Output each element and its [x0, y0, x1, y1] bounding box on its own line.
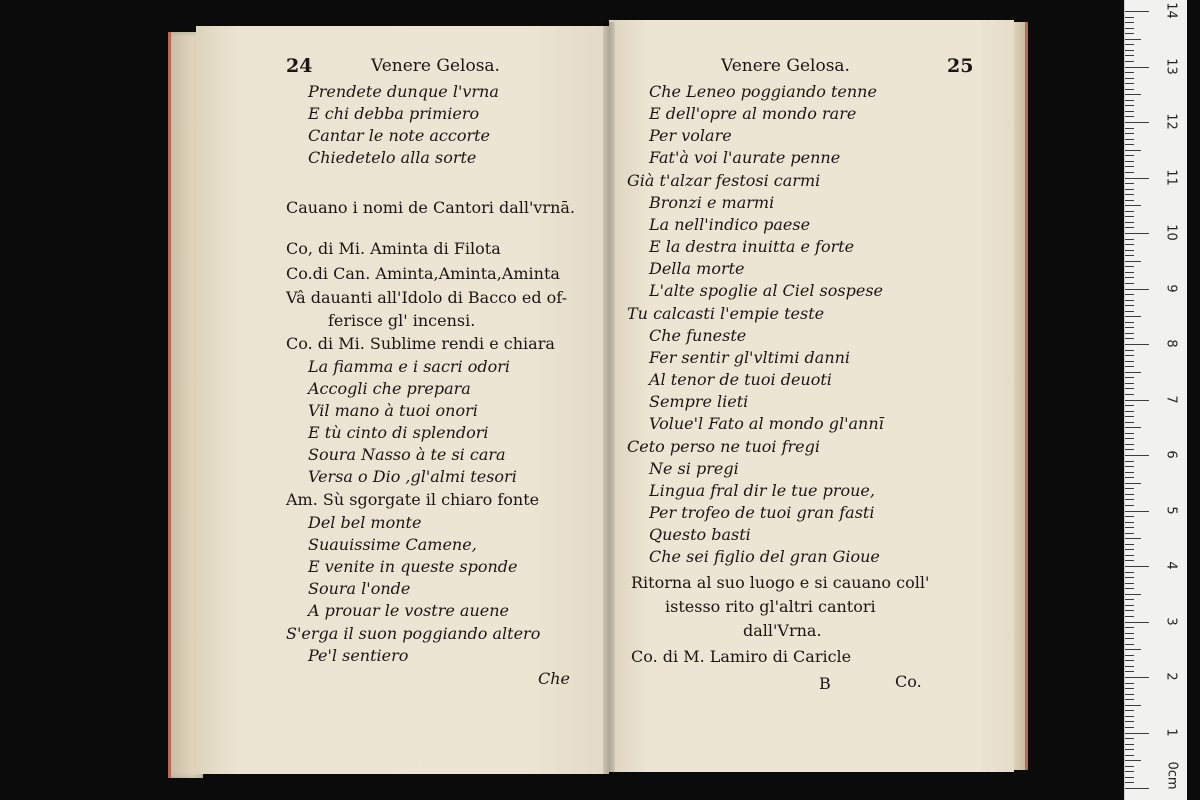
ruler-tick: [1125, 338, 1134, 339]
ruler-tick: [1125, 44, 1134, 45]
ruler-tick: [1125, 416, 1134, 417]
left-line: Vil mano à tuoi onori: [308, 401, 478, 420]
ruler-tick: [1125, 422, 1134, 423]
ruler-label: 10: [1163, 224, 1179, 241]
right-page-number: 25: [947, 55, 974, 77]
ruler-tick: [1125, 782, 1134, 783]
ruler-tick: [1125, 255, 1134, 256]
left-line: Am. Sù sgorgate il chiaro fonte: [286, 490, 540, 509]
right-line: Volue'l Fato al mondo gl'annī: [649, 414, 884, 433]
ruler-label: 9: [1163, 283, 1179, 293]
right-line: Co. di M. Lamiro di Caricle: [631, 647, 852, 666]
ruler-tick: [1125, 738, 1134, 739]
left-line: E venite in queste sponde: [308, 557, 518, 576]
ruler-tick: [1125, 100, 1134, 101]
ruler-tick: [1125, 205, 1141, 206]
ruler-tick: [1125, 560, 1134, 561]
open-book: [168, 18, 1028, 780]
ruler-tick: [1125, 194, 1134, 195]
ruler-label: 12: [1163, 113, 1179, 130]
right-line: Ne si pregi: [649, 459, 739, 478]
ruler-tick: [1125, 771, 1134, 772]
right-line: E la destra inuitta e forte: [649, 237, 855, 256]
ruler-tick: [1125, 411, 1134, 412]
ruler-tick: [1125, 139, 1134, 140]
left-line: Soura l'onde: [308, 579, 411, 598]
left-line: Co.di Can. Aminta,Aminta,Aminta: [286, 264, 560, 283]
right-line: Lingua fral dir le tue proue,: [649, 481, 875, 500]
ruler-tick: [1125, 477, 1134, 478]
ruler-tick: [1125, 427, 1141, 428]
left-line: A prouar le vostre auene: [308, 601, 510, 620]
left-line: Soura Nasso à te si cara: [308, 445, 506, 464]
right-line: L'alte spoglie al Ciel sospese: [649, 281, 883, 300]
right-page: [609, 20, 1014, 772]
ruler-tick: [1125, 627, 1134, 628]
ruler-tick: [1125, 300, 1134, 301]
ruler-tick: [1125, 211, 1134, 212]
ruler-tick: [1125, 244, 1134, 245]
ruler-tick: [1125, 566, 1149, 567]
ruler-tick: [1125, 89, 1134, 90]
signature-mark: B: [819, 674, 831, 693]
ruler-tick: [1125, 449, 1134, 450]
left-line: E tù cinto di splendori: [308, 423, 489, 442]
right-line: Fer sentir gl'vltimi danni: [649, 348, 851, 367]
ruler-tick: [1125, 622, 1149, 623]
left-stage-direction: Vâ dauanti all'Idolo di Bacco ed of-: [286, 288, 568, 307]
ruler-tick: [1125, 544, 1134, 545]
ruler-tick: [1125, 744, 1134, 745]
ruler-tick: [1125, 749, 1134, 750]
ruler-tick: [1125, 372, 1141, 373]
ruler-tick: [1125, 616, 1134, 617]
ruler-tick: [1125, 638, 1134, 639]
left-line: Accogli che prepara: [308, 379, 471, 398]
ruler-tick: [1125, 72, 1134, 73]
ruler-tick: [1125, 61, 1134, 62]
ruler-tick: [1125, 433, 1134, 434]
ruler-tick: [1125, 189, 1134, 190]
left-page-number: 24: [286, 55, 313, 77]
ruler-tick: [1125, 455, 1149, 456]
ruler-tick: [1125, 144, 1134, 145]
ruler-tick: [1125, 11, 1149, 12]
ruler-tick: [1125, 472, 1134, 473]
ruler-tick: [1125, 227, 1134, 228]
ruler-tick: [1125, 172, 1134, 173]
ruler-tick: [1125, 216, 1134, 217]
right-line: La nell'indico paese: [649, 215, 811, 234]
ruler-tick: [1125, 266, 1134, 267]
right-line: Che Leneo poggiando tenne: [649, 82, 877, 101]
ruler-tick: [1125, 128, 1134, 129]
ruler-tick: [1125, 488, 1134, 489]
ruler-tick: [1125, 499, 1134, 500]
ruler-tick: [1125, 277, 1134, 278]
ruler-label: 11: [1163, 168, 1179, 186]
left-stage-direction: Cauano i nomi de Cantori dall'vrnā.: [286, 198, 575, 217]
ruler-tick: [1125, 178, 1149, 179]
ruler-tick: [1125, 511, 1149, 512]
left-catchword: Che: [538, 669, 571, 688]
left-line: Versa o Dio ,gl'almi tesori: [308, 467, 517, 486]
ruler-label: 6: [1163, 450, 1179, 459]
ruler-tick: [1125, 516, 1134, 517]
ruler-tick: [1125, 583, 1134, 584]
right-line: Fat'à voi l'aurate penne: [649, 148, 841, 167]
left-line: Co. di Mi. Sublime rendi e chiara: [286, 334, 555, 353]
ruler-tick: [1125, 405, 1134, 406]
ruler-label: 4: [1163, 561, 1179, 570]
ruler-tick: [1125, 699, 1134, 700]
ruler-tick: [1125, 649, 1141, 650]
ruler-tick: [1125, 150, 1141, 151]
ruler-tick: [1125, 394, 1134, 395]
right-line: Al tenor de tuoi deuoti: [649, 370, 832, 389]
ruler-tick: [1125, 155, 1134, 156]
ruler-tick: [1125, 610, 1134, 611]
ruler-tick: [1125, 671, 1134, 672]
left-line: Prendete dunque l'vrna: [308, 82, 499, 101]
ruler-tick: [1125, 55, 1134, 56]
ruler-tick: [1125, 666, 1134, 667]
ruler-tick: [1125, 83, 1134, 84]
ruler-tick: [1125, 461, 1134, 462]
right-line: Già t'alzar festosi carmi: [627, 171, 821, 190]
ruler-tick: [1125, 355, 1134, 356]
ruler-tick: [1125, 660, 1134, 661]
ruler-tick: [1125, 333, 1134, 334]
ruler-label: 2: [1163, 672, 1179, 681]
left-line: La fiamma e i sacri odori: [308, 357, 511, 376]
right-line: E dell'opre al mondo rare: [649, 104, 857, 123]
ruler-tick: [1125, 677, 1149, 678]
ruler-tick: [1125, 50, 1134, 51]
left-line: Pe'l sentiero: [308, 646, 409, 665]
ruler-tick: [1125, 466, 1134, 467]
ruler-tick: [1125, 644, 1134, 645]
ruler-tick: [1125, 311, 1134, 312]
ruler-tick: [1125, 760, 1141, 761]
right-line: Che funeste: [649, 326, 747, 345]
ruler-tick: [1125, 755, 1134, 756]
right-stage-direction: Ritorna al suo luogo e si cauano coll': [631, 573, 930, 592]
ruler-tick: [1125, 344, 1149, 345]
ruler-label: 14: [1163, 2, 1179, 19]
ruler-tick: [1125, 233, 1149, 234]
ruler-tick: [1125, 777, 1134, 778]
ruler-tick: [1125, 705, 1141, 706]
right-line: Per trofeo de tuoi gran fasti: [649, 503, 875, 522]
ruler-tick: [1125, 322, 1134, 323]
ruler-label: 8: [1163, 339, 1179, 348]
left-line: Chiedetelo alla sorte: [308, 148, 477, 167]
ruler-tick: [1125, 533, 1134, 534]
ruler-tick: [1125, 522, 1134, 523]
right-line: Ceto perso ne tuoi fregi: [627, 437, 820, 456]
right-line: Sempre lieti: [649, 392, 749, 411]
ruler-tick: [1125, 721, 1134, 722]
right-line: Che sei figlio del gran Gioue: [649, 547, 880, 566]
measuring-ruler: [1124, 0, 1187, 800]
ruler-tick: [1125, 350, 1134, 351]
ruler-tick: [1125, 444, 1134, 445]
ruler-tick: [1125, 400, 1149, 401]
left-line: Suauissime Camene,: [308, 535, 477, 554]
ruler-tick: [1125, 250, 1134, 251]
ruler-tick: [1125, 710, 1134, 711]
ruler-label: 3: [1163, 616, 1179, 626]
ruler-label: 7: [1163, 394, 1179, 404]
ruler-tick: [1125, 633, 1134, 634]
ruler-tick: [1125, 28, 1134, 29]
ruler-tick: [1125, 161, 1134, 162]
ruler-tick: [1125, 688, 1134, 689]
ruler-tick: [1125, 111, 1134, 112]
ruler-tick: [1125, 133, 1134, 134]
ruler-tick: [1125, 538, 1141, 539]
right-line: Questo basti: [649, 525, 751, 544]
ruler-tick: [1125, 377, 1134, 378]
ruler-tick: [1125, 261, 1141, 262]
left-line: E chi debba primiero: [308, 104, 480, 123]
ruler-tick: [1125, 549, 1134, 550]
ruler-tick: [1125, 22, 1134, 23]
ruler-tick: [1125, 239, 1134, 240]
ruler-tick: [1125, 683, 1134, 684]
ruler-tick: [1125, 294, 1134, 295]
ruler-tick: [1125, 505, 1134, 506]
ruler-tick: [1125, 438, 1134, 439]
ruler-tick: [1125, 272, 1134, 273]
right-stage-direction: istesso rito gl'altri cantori: [665, 597, 876, 616]
ruler-tick: [1125, 555, 1134, 556]
ruler-tick: [1125, 727, 1134, 728]
ruler-tick: [1125, 116, 1134, 117]
ruler-tick: [1125, 388, 1134, 389]
ruler-tick: [1125, 383, 1134, 384]
ruler-tick: [1125, 577, 1134, 578]
right-line: Bronzi e marmi: [649, 193, 775, 212]
ruler-tick: [1125, 316, 1141, 317]
right-line: Tu calcasti l'empie teste: [627, 304, 825, 323]
left-running-head: Venere Gelosa.: [371, 56, 500, 76]
ruler-tick: [1125, 289, 1149, 290]
ruler-tick: [1125, 366, 1134, 367]
ruler-tick: [1125, 222, 1134, 223]
ruler-label: 5: [1163, 505, 1179, 515]
ruler-tick: [1125, 122, 1149, 123]
ruler-tick: [1125, 200, 1134, 201]
left-line: Del bel monte: [308, 513, 422, 532]
ruler-tick: [1125, 572, 1134, 573]
ruler-tick: [1125, 599, 1134, 600]
ruler-tick: [1125, 327, 1134, 328]
ruler-tick: [1125, 283, 1134, 284]
right-catchword: Co.: [895, 672, 922, 691]
ruler-tick: [1125, 78, 1134, 79]
left-page: [196, 26, 609, 774]
ruler-tick: [1125, 527, 1134, 528]
book-gutter: [603, 22, 615, 774]
left-stage-direction: ferisce gl' incensi.: [328, 311, 476, 330]
ruler-tick: [1125, 766, 1134, 767]
left-line: Cantar le note accorte: [308, 126, 491, 145]
right-stage-direction: dall'Vrna.: [743, 621, 822, 640]
ruler-tick: [1125, 494, 1134, 495]
ruler-tick: [1125, 39, 1141, 40]
ruler-tick: [1125, 17, 1134, 18]
ruler-tick: [1125, 166, 1134, 167]
ruler-tick: [1125, 716, 1134, 717]
ruler-label: 13: [1163, 57, 1179, 75]
ruler-tick: [1125, 67, 1149, 68]
ruler-tick: [1125, 594, 1141, 595]
ruler-tick: [1125, 105, 1134, 106]
ruler-tick: [1125, 588, 1134, 589]
right-running-head: Venere Gelosa.: [721, 56, 850, 76]
ruler-label: 0cm: [1164, 761, 1180, 790]
ruler-tick: [1125, 183, 1134, 184]
ruler-tick: [1125, 788, 1149, 789]
ruler-tick: [1125, 655, 1134, 656]
ruler-tick: [1125, 733, 1149, 734]
ruler-label: 1: [1163, 727, 1179, 737]
right-line: Della morte: [649, 259, 745, 278]
ruler-tick: [1125, 94, 1141, 95]
ruler-tick: [1125, 694, 1134, 695]
left-line: S'erga il suon poggiando altero: [286, 624, 541, 643]
left-line: Co, di Mi. Aminta di Filota: [286, 239, 501, 258]
ruler-tick: [1125, 33, 1134, 34]
ruler-tick: [1125, 483, 1141, 484]
ruler-tick: [1125, 605, 1134, 606]
right-line: Per volare: [649, 126, 732, 145]
ruler-tick: [1125, 305, 1134, 306]
ruler-tick: [1125, 361, 1134, 362]
